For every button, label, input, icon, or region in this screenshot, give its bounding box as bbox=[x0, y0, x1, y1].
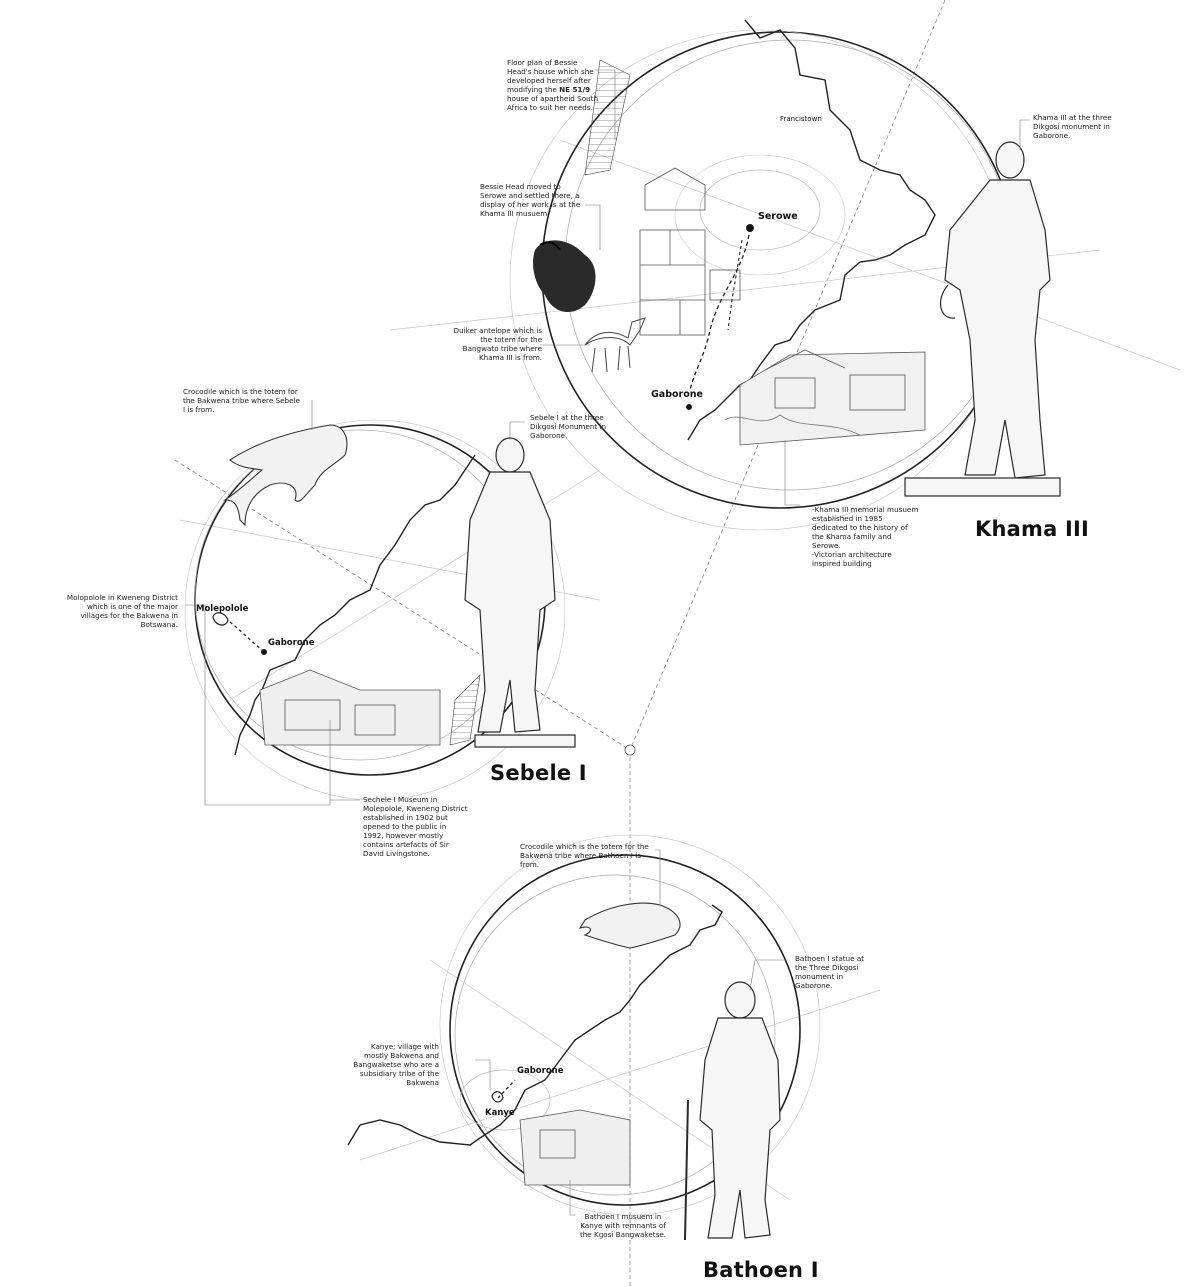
kanye-annotation: Kanye; village with mostly Bakwena and Bangwaketse who are a subsidiary tribe of the Bakwena bbox=[353, 1042, 439, 1087]
sechele-museum-sketch bbox=[260, 670, 440, 745]
floor-plan-sketch bbox=[640, 168, 740, 335]
serowe-label: Serowe bbox=[758, 211, 798, 222]
sebele-statue-annotation: Sebele I at the three Dikgosi Monument in Gaborone. bbox=[530, 413, 607, 440]
gaborone-label-sebele: Gaborone bbox=[268, 638, 315, 648]
bessie-head-annotation: Bessie Head moved to Serowe and settled there, a display of her work is at the Khama III musuem bbox=[480, 182, 581, 218]
croc-bathoen-annotation: Crocodile which is the totem for the Bakwena tribe where Bathoen I is from. bbox=[520, 842, 649, 869]
duiker-annotation: Duiker antelope which is the totem for the Bangwato tribe where Khama III is from. bbox=[453, 326, 542, 362]
gaborone-label-khama: Gaborone bbox=[651, 389, 703, 400]
bathoen-statue-annotation: Bathoen I statue at the Three Dikgosi monument in Gaborone. bbox=[795, 954, 865, 990]
khama-museum-sketch bbox=[725, 350, 925, 445]
khama-museum-annotation bbox=[812, 505, 920, 568]
sechele-museum-annotation: Sechele I Museum in Molepolole, Kweneng District established in 1902 but opened to the public in 1992, however mostly contains artefacts of Sir David Livingstone. bbox=[363, 795, 468, 858]
khama-museum-text: -Khama III memorial musuem established in 1985 dedicated to the history of the Khama family and Serowe. bbox=[812, 505, 919, 550]
molepolole-label: Molepolole bbox=[196, 604, 249, 614]
bathoen-museum-annotation: Bathoen I musuem in Kanye with remnants of the Kgosi Bangwaketse. bbox=[579, 1212, 667, 1239]
bathoen-border-line bbox=[348, 905, 722, 1145]
sebele-crocodile-sketch bbox=[225, 425, 347, 525]
bathoen-title: Bathoen I bbox=[703, 1258, 819, 1282]
molepolole-annotation: Molopolole in Kweneng District which is one of the major villages for the Bakwena in Botswana. bbox=[66, 593, 178, 629]
bathoen-crocodile-sketch bbox=[580, 903, 680, 948]
bessie-head-portrait bbox=[533, 240, 595, 312]
sebele-title: Sebele I bbox=[490, 761, 587, 785]
croc-sebele-annotation: Crocodile which is the totem for the Bakwena tribe where Sebele I is from. bbox=[183, 387, 300, 414]
khama-victorian-text: -Victorian architecture inspired building bbox=[812, 550, 892, 568]
serowe-gaborone-route bbox=[690, 228, 750, 390]
bathoen-museum-sketch bbox=[520, 1110, 630, 1185]
floor-plan-annotation: Floor plan of Bessie Head's house which she developed herself after modifying the NE 51/9 house of apartheid South Africa to suit her needs. bbox=[507, 58, 599, 112]
bathoen-group bbox=[348, 835, 820, 1240]
gaborone-label-bathoen: Gaborone bbox=[517, 1066, 564, 1076]
bathoen-statue-sketch bbox=[685, 982, 780, 1240]
duiker-antelope-sketch bbox=[585, 318, 645, 372]
khama-statue-annotation: Khama III at the three Dikgosi monument in Gaborone. bbox=[1033, 113, 1112, 140]
kanye-label: Kanye bbox=[485, 1108, 515, 1118]
francistown-label: Francistown bbox=[780, 115, 822, 123]
khama-title: Khama III bbox=[975, 517, 1089, 541]
sebele-statue-sketch bbox=[465, 438, 575, 747]
